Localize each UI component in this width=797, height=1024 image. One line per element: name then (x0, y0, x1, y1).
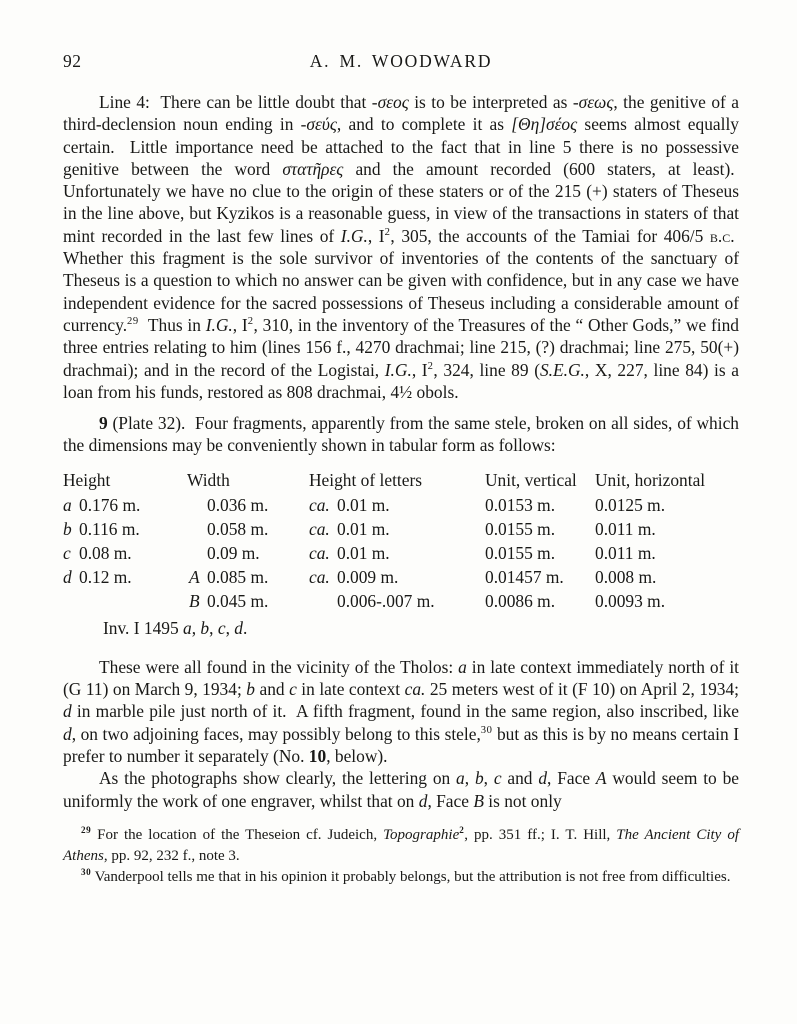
letters-value: 0.01 m. (337, 518, 390, 539)
table-cell (309, 589, 485, 613)
text-block (63, 50, 739, 888)
inventory-number-line: Inv. I 1495 a, b, c, d. (103, 617, 248, 638)
table-cell: 0.08 m. (79, 542, 132, 563)
table-cell: 0.008 m. (595, 566, 657, 587)
circa-label: ca. (309, 494, 330, 515)
table-cell: 0.176 m. (79, 494, 141, 515)
header-height-of-letters: Height of letters (309, 469, 423, 490)
table-header-row (63, 468, 739, 493)
fragment-dimensions-table (63, 468, 739, 613)
table-cell (187, 541, 309, 565)
paragraph-photographs: As the photographs show clearly, the lettering on a, b, c and d, Face A would seem to be uniformly the work of one engraver, whilst that on d, Face B is not only (63, 768, 739, 811)
header-unit-vertical: Unit, vertical (485, 469, 577, 490)
header-unit-horizontal: Unit, horizontal (595, 469, 706, 490)
footnotes-section (63, 825, 739, 889)
paragraph-findspots: These were all found in the vicinity of the Tholos: a in late context immediately north of it (G 11) on March 9, 1934; b and c in late context ca. 25 meters west of it (F 10) on April 2, 1934; d in marble pile just north of it. A fifth fragment, found in the same region, also inscribed, like d, on two adjoining faces, may possibly belong to this stele,$^{30}$ but as this is by no means certain I prefer to number it separately (No. 10, below). (63, 656, 739, 766)
table-cell: 0.011 m. (595, 542, 656, 563)
table-cell (187, 589, 309, 613)
table-cell (309, 541, 485, 565)
circa-label: ca. (309, 518, 330, 539)
face-label: B (189, 590, 200, 611)
table-row-d-face-a (63, 565, 739, 589)
table-row-b (63, 517, 739, 541)
table-cell: 0.01457 m. (485, 566, 564, 587)
table-cell: 0.0155 m. (485, 518, 556, 539)
width-value: 0.085 m. (207, 566, 269, 587)
footnote-29: $^{29}$ For the location of the Theseion cf. Judeich, Topographie$^2$, pp. 351 ff.; I. T. Hill, The Ancient City of Athens, pp. 92, 232 f., note 3. (63, 824, 739, 865)
fragment-label: d (63, 566, 72, 587)
table-cell: 0.12 m. (79, 566, 132, 587)
running-title: A. M. WOODWARD (309, 51, 493, 71)
face-label: A (189, 566, 200, 587)
table-cell (309, 565, 485, 589)
width-value: 0.09 m. (207, 542, 260, 563)
width-value: 0.045 m. (207, 590, 269, 611)
table-cell: 0.0153 m. (485, 494, 556, 515)
header-width: Width (187, 469, 230, 490)
letters-value: 0.006-.007 m. (337, 590, 435, 611)
width-value: 0.036 m. (207, 494, 269, 515)
header-height: Height (63, 469, 111, 490)
fragment-label: c (63, 542, 71, 563)
table-row-c (63, 541, 739, 565)
table-cell (187, 517, 309, 541)
circa-label: ca. (309, 542, 330, 563)
table-cell: 0.116 m. (79, 518, 140, 539)
table-cell (187, 565, 309, 589)
page-number: 92 (63, 51, 82, 71)
table-cell (187, 493, 309, 517)
fragment-label: b (63, 518, 72, 539)
table-cell: 0.0125 m. (595, 494, 666, 515)
footnote-30: $^{30}$ Vanderpool tells me that in his opinion it probably belongs, but the attribution is not free from difficulties. (81, 867, 731, 886)
letters-value: 0.009 m. (337, 566, 399, 587)
table-cell: 0.011 m. (595, 518, 656, 539)
fragment-label: a (63, 494, 72, 515)
running-head (63, 50, 739, 72)
table-cell (309, 517, 485, 541)
table-cell: 0.0093 m. (595, 590, 666, 611)
table-cell: 0.0086 m. (485, 590, 556, 611)
table-cell (309, 493, 485, 517)
table-cell: 0.0155 m. (485, 542, 556, 563)
letters-value: 0.01 m. (337, 542, 390, 563)
letters-value: 0.01 m. (337, 494, 390, 515)
width-value: 0.058 m. (207, 518, 269, 539)
table-row-a (63, 493, 739, 517)
circa-label: ca. (309, 566, 330, 587)
paragraph-line4-commentary: Line 4: There can be little doubt that -σεος is to be interpreted as -σεως, the genitive of a third-declension noun ending in -σεύς, and to complete it as [Θη]σέος seems almost equally certain. Little importance need be attached to the fact that in line 5 there is no possessive genitive between the word στατῆρες and the amount recorded (600 staters, at least). Unfortunately we have no clue to the origin of these staters or of the 215 (+) staters of Theseus in the line above, but Kyzikos is a reasonable guess, in view of the transactions in staters of that mint recorded in the last few lines of I.G., $I^2$, 305, the accounts of the Tamiai for 406/5 b.c. Whether this fragment is the sole survivor of inventories of the contents of the sanctuary of Theseus is a question to which no answer can be given with confidence, but in any case we have independent evidence for the sacred possessions of Theseus including a considerable amount of currency.$^{29}$ Thus in I.G., $I^2$, 310, in the inventory of the Treasures of the “ Other Gods,” we find three entries relating to him (lines 156 f., 4270 drachmai; line 215, (?) drachmai; line 275, 50(+) drachmai); and in the record of the Logistai, I.G., $I^2$, 324, line 89 (S.E.G., X, 227, line 84) is a loan from his funds, restored as 808 drachmai, 4½ obols. (63, 92, 740, 402)
paragraph-section9-intro: 9 (Plate 32). Four fragments, apparently from the same stele, broken on all sides, of which the dimensions may be conveniently shown in tabular form as follows: (63, 413, 739, 456)
